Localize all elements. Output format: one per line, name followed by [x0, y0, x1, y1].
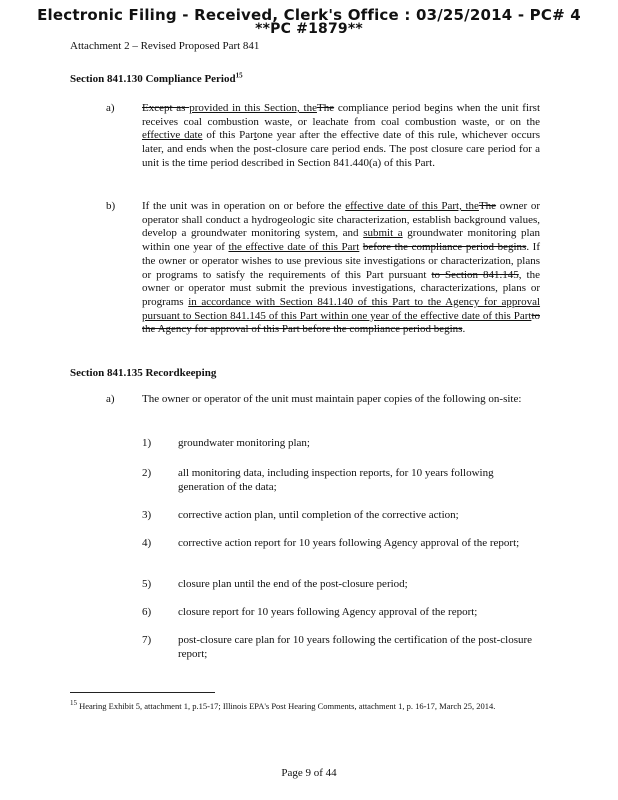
body-text: owner or operator shall conduct a hydrogeologic site characterization, establish background values, develop a groundwater monitoring system, and: [142, 200, 540, 240]
footnote-divider: [70, 692, 215, 693]
filing-stamp: Electronic Filing - Received, Clerk's Office : 03/25/2014 - PC# 4: [37, 6, 581, 24]
list-item: closure report for 10 years following Agency approval of the report;: [178, 606, 478, 618]
deleted-text: before the compliance period begins: [362, 241, 527, 254]
inserted-text: provided in this Section, the: [189, 102, 317, 114]
pc-number-stamp: **PC #1879**: [255, 21, 363, 37]
section-135-a-label: a): [106, 393, 115, 405]
item-label: 3): [142, 509, 152, 521]
footnote-reference: 15: [235, 71, 243, 80]
section-130-b-text: [142, 200, 540, 337]
list-item: corrective action report for 10 years following Agency approval of the report;: [178, 537, 520, 549]
list-item: post-closure care plan for 10 years following the certification of the post-closure report;: [178, 634, 533, 660]
deleted-text: to Section 841.145: [431, 268, 519, 281]
deleted-text: The: [316, 102, 335, 114]
inserted-text: in accordance with Section 841.140 of this Part to the Agency for approval pursuant to Section 841.145 of this Part within one year of the effective date of this Part: [142, 295, 541, 322]
body-text: If the unit was in operation on or before the: [142, 200, 346, 212]
inserted-text: effective date: [142, 129, 203, 142]
section-135-heading: Section 841.135 Recordkeeping: [70, 367, 217, 379]
section-130-a-label: a): [106, 102, 115, 114]
deleted-text: Except as: [142, 102, 190, 114]
inserted-text: submit a: [363, 227, 403, 240]
inserted-text: effective date of this Part, the: [345, 200, 479, 212]
list-item: corrective action plan, until completion of the corrective action;: [178, 509, 459, 521]
body-text: . If the owner or operator wishes to use previous site investigations or characterization, plans or programs to satisfy the requirements of this Part pursuant: [142, 241, 541, 281]
section-130-title: Section 841.130 Compliance Period: [70, 73, 236, 85]
body-text: of this Par: [202, 129, 254, 142]
section-135-a-text: The owner or operator of the unit must maintain paper copies of the following on-site:: [142, 393, 522, 405]
attachment-title: Attachment 2 – Revised Proposed Part 841: [70, 40, 260, 52]
section-130-heading: [70, 73, 243, 85]
item-label: 5): [142, 578, 152, 590]
inserted-text: t: [253, 129, 257, 142]
deleted-text: The: [478, 200, 497, 212]
item-label: 6): [142, 606, 152, 618]
footnote: [70, 701, 540, 712]
body-text: compliance period begins when the unit first receives coal combustion waste, or leachate from coal combustion waste, or on the: [142, 102, 541, 128]
item-label: 7): [142, 634, 152, 646]
item-label: 2): [142, 467, 152, 479]
footnote-text: Hearing Exhibit 5, attachment 1, p.15-17; Illinois EPA's Post Hearing Comments, attachment 1, p. 16-17, March 25, 2014.: [77, 701, 496, 711]
list-item: closure plan until the end of the post-closure period;: [178, 578, 408, 590]
body-text: , the owner or operator must submit the previous investigations, characterizations, plans or programs: [142, 268, 540, 308]
footnote-number: 15: [70, 699, 77, 708]
body-text: groundwater monitoring plan within one year of: [142, 227, 540, 254]
item-label: 4): [142, 537, 152, 549]
list-item: groundwater monitoring plan;: [178, 437, 310, 449]
body-text: one year after the effective date of this rule, whichever occurs later, and ends when the post-closure care period ends. The post closure care period for a unit is the time period described in Section 841.440(a) of this Part.: [142, 129, 540, 169]
section-130-a-text: [142, 102, 540, 171]
section-130-b-label: b): [106, 200, 116, 212]
inserted-text: the effective date of this Part: [228, 241, 360, 254]
page-number: Page 9 of 44: [281, 767, 337, 779]
list-item: all monitoring data, including inspection reports, for 10 years following generation of the data;: [178, 467, 494, 493]
deleted-text: to the Agency for approval of this Part before the compliance period begins: [142, 309, 540, 336]
item-label: 1): [142, 437, 152, 449]
body-text: .: [462, 323, 466, 336]
